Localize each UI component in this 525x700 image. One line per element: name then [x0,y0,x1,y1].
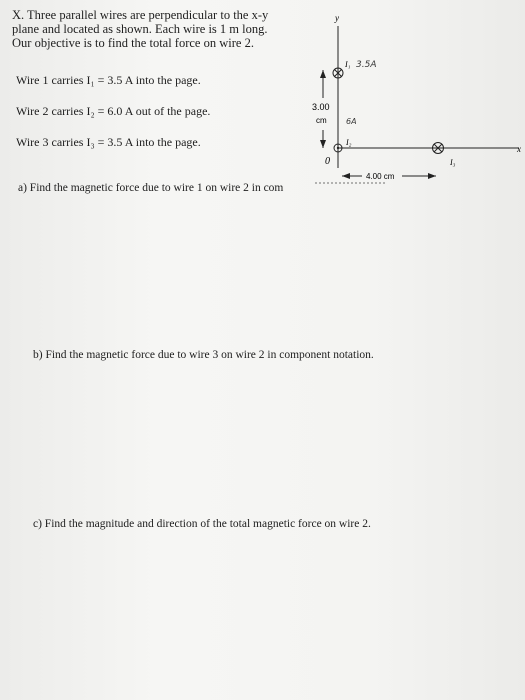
y-axis-label: y [335,13,339,23]
part-b-question: b) Find the magnetic force due to wire 3 on wire 2 in component notation. [33,349,374,361]
vertical-distance-value: 3.00 [312,102,330,112]
part-a-question: a) Find the magnetic force due to wire 1 on wire 2 in com [18,182,284,194]
horizontal-distance-label: 4.00 cm [366,172,395,181]
wire2-statement: Wire 2 carries I₂ = 6.0 A out of the page. [16,104,211,118]
wire1-current-handwritten-note: 3.5A [356,60,377,70]
wire2-label: I₂ [346,138,352,147]
part-c-question: c) Find the magnitude and direction of the total magnetic force on wire 2. [33,518,371,530]
wire1-label: I₁ [345,60,351,69]
wire2-current-handwritten-note: 6A [346,117,357,126]
arrow-down-icon [320,140,326,148]
wire1-statement: Wire 1 carries I₁ = 3.5 A into the page. [16,73,201,87]
wire-position-diagram [290,0,525,200]
arrow-right-icon [428,173,436,179]
arrow-left-icon [342,173,350,179]
arrow-up-icon [320,70,326,78]
wire3-statement: Wire 3 carries I₃ = 3.5 A into the page. [16,135,201,149]
vertical-distance-unit: cm [316,116,327,125]
x-axis-label: x [517,144,521,154]
problem-intro: X. Three parallel wires are perpendicular to the x-y plane and located as shown. Each wire is 1 m long. Our objective is to find the total force on wire 2. [12,8,269,50]
wire3-label: I₃ [450,158,456,167]
origin-label: 0 [325,156,330,167]
